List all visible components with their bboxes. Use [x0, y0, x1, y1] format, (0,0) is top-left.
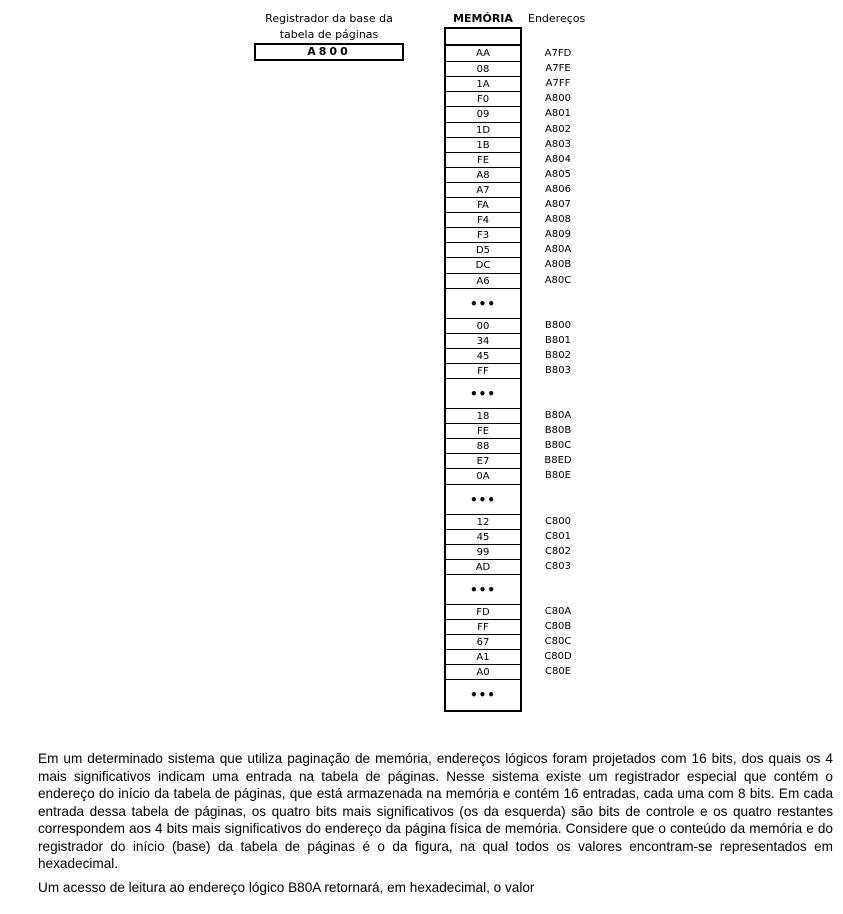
memory-address: B8ED	[544, 455, 572, 467]
memory-cell: 45	[446, 529, 520, 544]
memory-cell: DC	[446, 257, 520, 272]
memory-cell: F3	[446, 227, 520, 242]
memory-address: A7FD	[544, 48, 572, 59]
memory-address: B801	[545, 334, 571, 346]
question-paragraph: Em um determinado sistema que utiliza paginação de memória, endereços lógicos foram projetados com 16 bits, dos quais os 4 mais significativos indicam uma entrada na tabela de páginas. Nesse sistema existe um registrador especial que contém o endereço do início da tabela de páginas, que está armazenada na memória e contém 16 entradas, cada uma com 8 bits. Em cada entrada dessa tabela de páginas, os quatro bits mais significativos (os da esquerda) são bits de controle e os quatro restantes correspondem aos 4 bits mais significativos do endereço da página física de memória. Considere que o conteúdo da memória e do registrador do início (base) da tabela de páginas é o da figura, na qual todos os valores encontram-se representados em hexadecimal.	[38, 751, 833, 871]
register-label-line1: Registrador da base da	[265, 12, 393, 25]
memory-cell: A8	[446, 167, 520, 182]
memory-cell: 1A	[446, 76, 520, 91]
memory-address: B80B	[544, 425, 572, 437]
memory-gap-ellipsis: •••	[446, 378, 520, 408]
memory-cell: F4	[446, 212, 520, 227]
memory-cell: 08	[446, 61, 520, 76]
memory-cell: E7	[446, 453, 520, 468]
memory-address: C80C	[544, 636, 572, 648]
memory-cell: 67	[446, 634, 520, 649]
memory-address: B803	[545, 364, 571, 376]
question-prompt: Um acesso de leitura ao endereço lógico B80A retornará, em hexadecimal, o valor	[38, 880, 535, 895]
memory-cell: 09	[446, 106, 520, 121]
memory-address: A805	[545, 168, 571, 180]
memory-address: B800	[545, 319, 571, 331]
memory-address: A806	[545, 183, 571, 195]
memory-address: C80A	[544, 605, 572, 617]
memory-cell: FF	[446, 363, 520, 378]
memory-cell: 18	[446, 408, 520, 423]
memory-cell: 45	[446, 348, 520, 363]
memory-cell: F0	[446, 91, 520, 106]
memory-cell: AA	[476, 48, 490, 59]
memory-address: A800	[545, 93, 571, 105]
memory-gap-ellipsis: •••	[446, 484, 520, 514]
register-value-box: A800	[254, 43, 404, 61]
memory-cell: A1	[446, 649, 520, 664]
memory-cell: A0	[446, 664, 520, 679]
memory-cell: A6	[446, 273, 520, 288]
memory-address: C80E	[544, 666, 572, 678]
memory-address: A7FF	[545, 78, 571, 90]
memory-cell: 0A	[446, 468, 520, 483]
memory-address: C80D	[544, 651, 572, 663]
memory-address: C80B	[544, 621, 572, 632]
memory-cell: FF	[446, 619, 520, 634]
register-label	[254, 11, 404, 43]
memory-address: A807	[545, 199, 571, 210]
memory-cell: 88	[446, 438, 520, 453]
memory-cell: FE	[446, 152, 520, 167]
memory-title: MEMÓRIA	[453, 12, 513, 25]
memory-cell: FD	[446, 604, 520, 619]
memory-gap-ellipsis: •••	[446, 574, 520, 604]
addresses-title: Endereços	[528, 12, 586, 25]
memory-address: B80A	[544, 410, 572, 421]
memory-address: A808	[545, 214, 571, 226]
memory-address: C800	[544, 515, 572, 527]
memory-address: B802	[545, 349, 571, 361]
memory-cell: D5	[446, 242, 520, 257]
memory-address: A803	[545, 138, 571, 150]
memory-cell: 12	[446, 514, 520, 529]
memory-address: A80A	[544, 244, 572, 256]
memory-address: C803	[544, 560, 572, 572]
memory-cell: 34	[446, 333, 520, 348]
memory-address: A802	[545, 123, 571, 135]
memory-address: C801	[544, 530, 572, 542]
memory-address: A80B	[544, 259, 572, 271]
memory-cell: 00	[446, 318, 520, 333]
memory-address: C802	[544, 545, 572, 557]
memory-cell: AD	[446, 559, 520, 574]
memory-address: B80C	[544, 440, 572, 452]
memory-cell-empty	[446, 29, 520, 46]
memory-cell: FE	[446, 423, 520, 438]
memory-gap-ellipsis: •••	[446, 679, 520, 709]
memory-gap-ellipsis: •••	[446, 288, 520, 318]
memory-cell: 1D	[446, 122, 520, 137]
memory-address: A7FE	[545, 63, 571, 75]
memory-cell: 1B	[446, 137, 520, 152]
memory-address: B80E	[545, 470, 571, 482]
register-label-line2: tabela de páginas	[279, 28, 379, 41]
memory-cell: FA	[446, 197, 520, 212]
memory-address: A80C	[544, 274, 572, 286]
memory-cell: A7	[446, 182, 520, 197]
memory-address: A801	[545, 108, 571, 120]
memory-column	[444, 27, 522, 712]
memory-cell: 99	[446, 544, 520, 559]
memory-address: A804	[545, 153, 571, 165]
memory-address: A809	[545, 229, 571, 241]
